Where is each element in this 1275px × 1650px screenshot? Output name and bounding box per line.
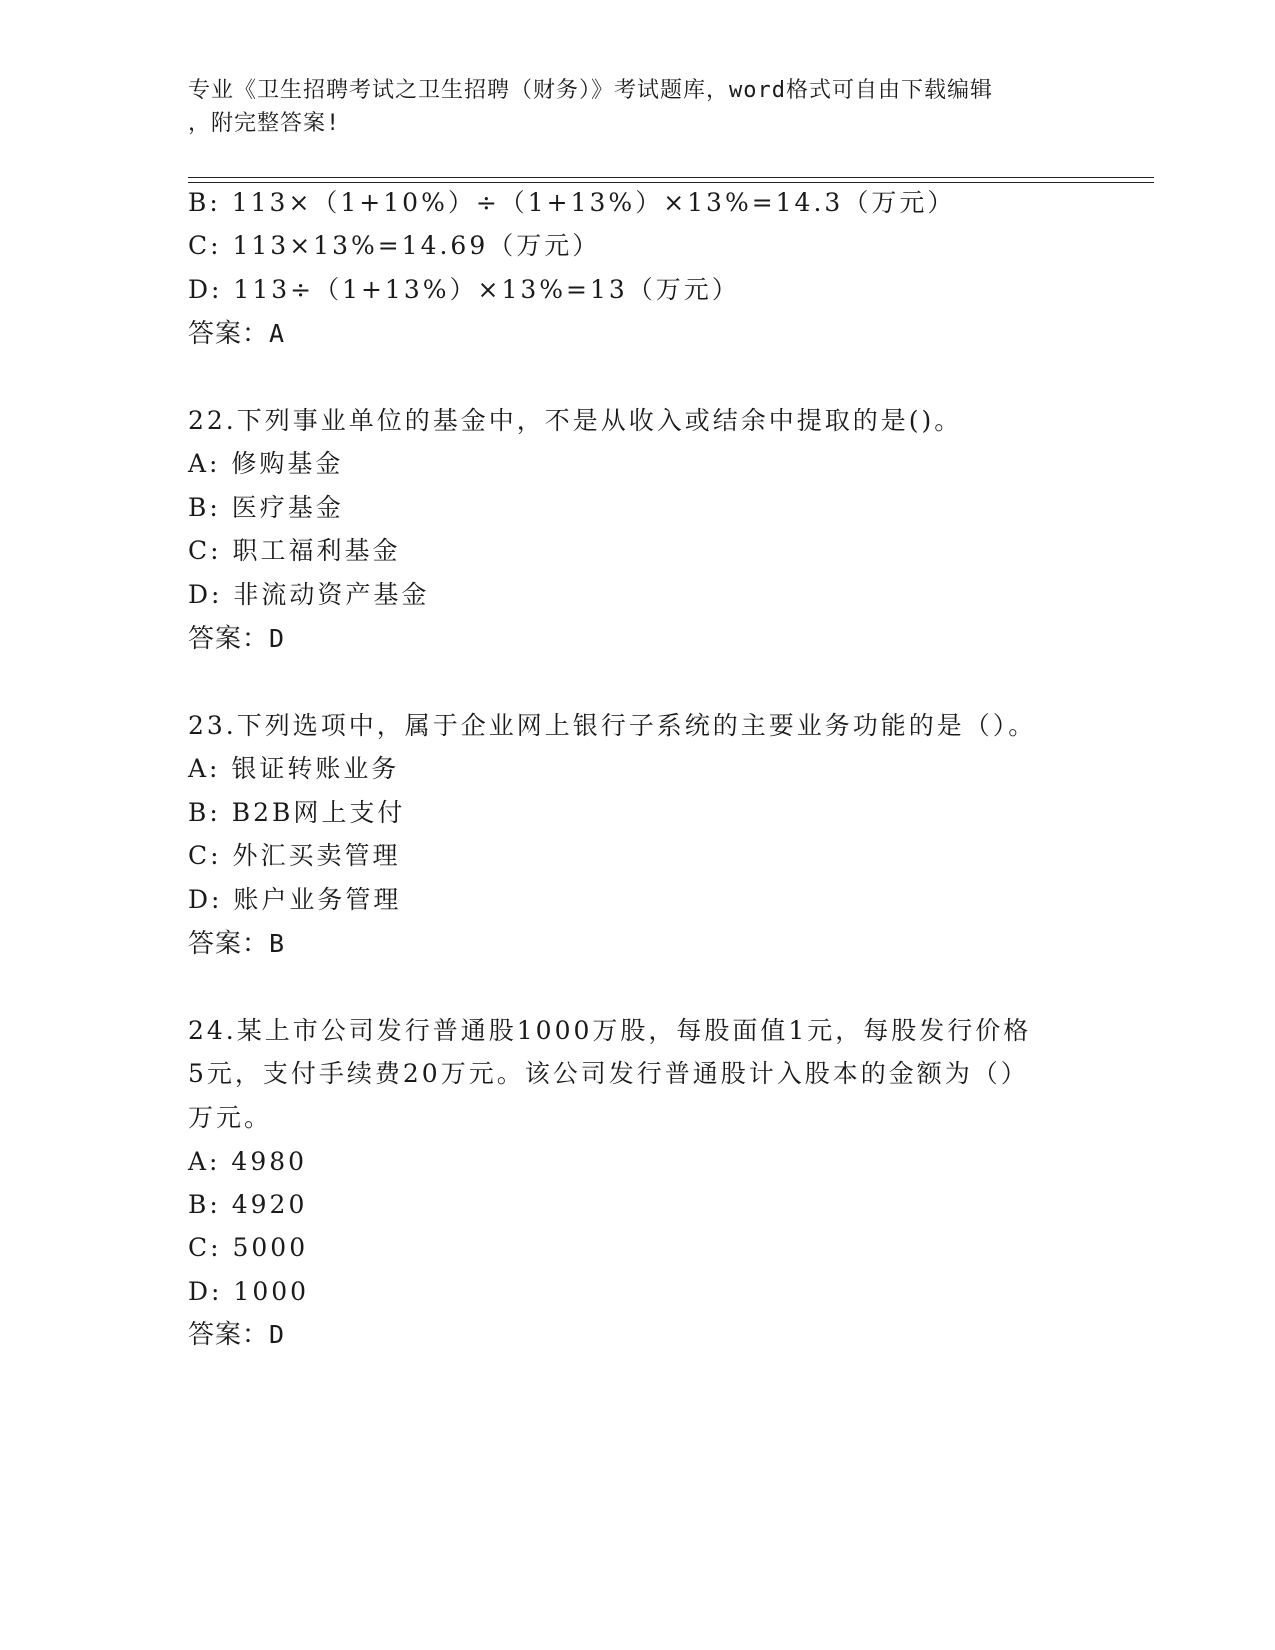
answer-value: D [269, 1320, 286, 1349]
q22-answer [188, 624, 285, 654]
q23-option-c: C: 外汇买卖管理 [188, 841, 401, 870]
document-header [188, 74, 1068, 140]
q23-option-a: A: 银证转账业务 [188, 754, 400, 783]
q24-option-d: D: 1000 [188, 1277, 310, 1306]
q24-answer [188, 1320, 285, 1350]
q23-stem: 23.下列选项中，属于企业网上银行子系统的主要业务功能的是（）。 [188, 711, 1037, 740]
answer-value: D [269, 624, 286, 653]
answer-value: A [269, 319, 286, 348]
q23-option-d: D: 账户业务管理 [188, 885, 402, 914]
q22-option-b: B: 医疗基金 [188, 493, 344, 522]
answer-label: 答案： [188, 624, 270, 654]
q21-option-b: B: 113×（1+10%）÷（1+13%）×13%=14.3（万元） [188, 188, 956, 217]
q23-answer [188, 929, 285, 959]
answer-label: 答案： [188, 1320, 270, 1350]
header-divider-top [188, 177, 1154, 178]
header-line-1: 专业《卫生招聘考试之卫生招聘（财务）》考试题库，word格式可自由下载编辑 [188, 78, 993, 103]
q21-answer [188, 319, 285, 349]
answer-label: 答案： [188, 929, 270, 959]
q22-stem: 22.下列事业单位的基金中，不是从收入或结余中提取的是()。 [188, 406, 963, 435]
q24-stem-line-3: 万元。 [188, 1103, 273, 1132]
answer-label: 答案： [188, 319, 270, 349]
q21-option-c: C: 113×13%=14.69（万元） [188, 231, 601, 260]
q23-option-b: B: B2B网上支付 [188, 798, 406, 827]
q24-option-a: A: 4980 [188, 1147, 308, 1176]
q24-stem-line-2: 5元，支付手续费20万元。该公司发行普通股计入股本的金额为（） [188, 1059, 1029, 1088]
q22-option-a: A: 修购基金 [188, 449, 344, 478]
q24-stem-line-1: 24.某上市公司发行普通股1000万股，每股面值1元，每股发行价格 [188, 1016, 1032, 1045]
q24-option-b: B: 4920 [188, 1190, 308, 1219]
q24-option-c: C: 5000 [188, 1233, 309, 1262]
q21-option-d: D: 113÷（1+13%）×13%=13（万元） [188, 275, 740, 304]
header-divider-bottom [188, 182, 1154, 183]
q22-option-c: C: 职工福利基金 [188, 536, 401, 565]
q22-option-d: D: 非流动资产基金 [188, 580, 430, 609]
header-line-2: ，附完整答案! [188, 111, 341, 136]
answer-value: B [269, 929, 286, 958]
